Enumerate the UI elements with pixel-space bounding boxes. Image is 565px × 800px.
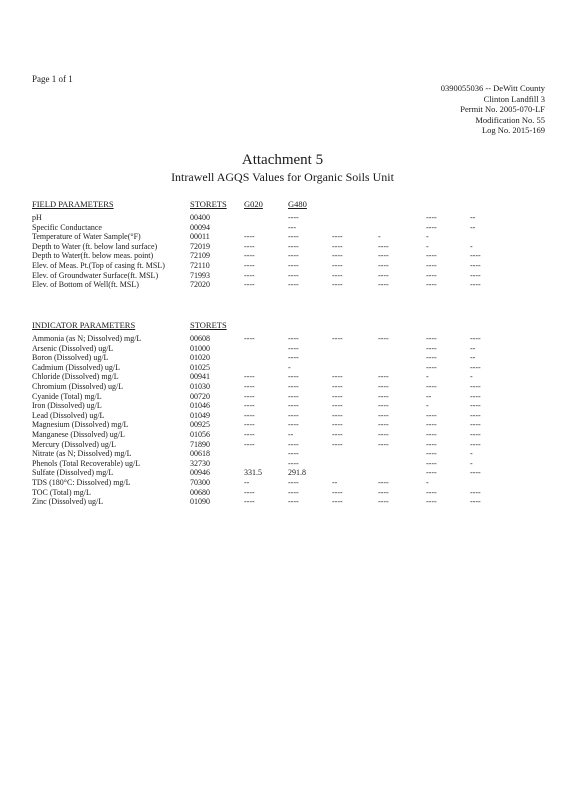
table-row <box>32 382 542 392</box>
storet-code-cell: 71890 <box>190 439 210 449</box>
value-cell: ---- <box>426 439 437 449</box>
parameter-name-cell: Magnesium (Dissolved) mg/L <box>32 420 129 430</box>
value-cell: - <box>470 241 473 251</box>
value-cell: - <box>470 449 473 459</box>
g480-value-cell: ---- <box>288 477 299 487</box>
value-cell: ---- <box>470 429 481 439</box>
value-cell: - <box>470 458 473 468</box>
parameter-name-cell: Chromium (Dissolved) ug/L <box>32 381 124 391</box>
table-row <box>32 213 542 223</box>
g480-value-cell: ---- <box>288 334 299 343</box>
g480-value-cell: ---- <box>288 420 299 430</box>
value-cell: ---- <box>470 468 481 478</box>
g020-value-cell: ---- <box>244 487 255 497</box>
storet-code-cell: 00720 <box>190 391 210 401</box>
value-cell: ---- <box>332 270 343 280</box>
g020-value-cell: -- <box>244 477 250 487</box>
value-cell: ---- <box>378 260 389 270</box>
value-cell: ---- <box>332 429 343 439</box>
g020-value-cell: ---- <box>244 420 255 430</box>
g020-value-cell: ---- <box>244 381 255 391</box>
value-cell: - <box>426 232 429 242</box>
storet-code-cell: 01030 <box>190 381 210 391</box>
parameter-name-cell: Phenols (Total Recoverable) ug/L <box>32 458 141 468</box>
value-cell: ---- <box>332 439 343 449</box>
table-row <box>32 478 542 488</box>
parameter-name-cell: Specific Conductance <box>32 222 102 232</box>
g480-value-cell: ---- <box>288 410 299 420</box>
storets-column-header: STORETS <box>190 320 227 330</box>
storet-code-cell: 70300 <box>190 477 210 487</box>
document-subtitle: Intrawell AGQS Values for Organic Soils Unit <box>171 170 394 184</box>
g020-value-cell: ---- <box>244 260 255 270</box>
g020-value-cell: ---- <box>244 241 255 251</box>
table-row <box>32 242 542 252</box>
table-row <box>32 353 542 363</box>
value-cell: ---- <box>332 381 343 391</box>
parameter-name-cell: Depth to Water (ft. below land surface) <box>32 241 158 251</box>
value-cell: ---- <box>470 260 481 270</box>
g480-value-cell: ---- <box>288 381 299 391</box>
parameter-name-cell: TDS (180°C: Dissolved) mg/L <box>32 477 131 487</box>
parameter-name-cell: Ammonia (as N; Dissolved) mg/L <box>32 334 142 343</box>
g480-value-cell: -- <box>288 429 294 439</box>
value-cell: ---- <box>378 410 389 420</box>
g480-value-cell: - <box>288 362 291 372</box>
table-row <box>32 363 542 373</box>
table-row <box>32 449 542 459</box>
table-row <box>32 223 542 233</box>
value-cell: ---- <box>426 334 437 343</box>
value-cell: ---- <box>378 372 389 382</box>
storets-column-header: STORETS <box>190 199 227 209</box>
g480-value-cell: 291.8 <box>288 468 306 478</box>
table-row <box>32 271 542 281</box>
parameter-name-cell: Boron (Dissolved) ug/L <box>32 353 109 363</box>
value-cell: - <box>378 232 381 242</box>
g480-value-cell: ---- <box>288 241 299 251</box>
g020-value-cell: ---- <box>244 251 255 261</box>
value-cell: ---- <box>426 353 437 363</box>
value-cell: ---- <box>332 232 343 242</box>
g480-value-cell: --- <box>288 222 296 232</box>
storet-code-cell: 01025 <box>190 362 210 372</box>
g480-value-cell: ---- <box>288 353 299 363</box>
value-cell: ---- <box>426 487 437 497</box>
g020-value-cell: ---- <box>244 429 255 439</box>
parameter-name-cell: Cadmium (Dissolved) ug/L <box>32 362 120 372</box>
g020-value-cell: ---- <box>244 372 255 382</box>
table-row <box>32 401 542 411</box>
facility-header <box>441 83 545 136</box>
value-cell: ---- <box>426 270 437 280</box>
parameter-name-cell: Elev. of Bottom of Well(ft. MSL) <box>32 280 139 290</box>
storet-code-cell: 72019 <box>190 241 210 251</box>
value-cell: ---- <box>332 372 343 382</box>
value-cell: ---- <box>378 477 389 487</box>
well-g480-column-header: G480 <box>288 199 307 209</box>
value-cell: - <box>426 401 429 411</box>
value-cell: ---- <box>470 487 481 497</box>
value-cell: ---- <box>426 260 437 270</box>
header-line: Permit No. 2005-070-LF <box>460 104 545 115</box>
value-cell: ---- <box>426 251 437 261</box>
value-cell: ---- <box>426 222 437 232</box>
value-cell: ---- <box>332 391 343 401</box>
g480-value-cell: ---- <box>288 232 299 242</box>
header-line: 0390055036 -- DeWitt County <box>440 83 545 93</box>
storet-code-cell: 00618 <box>190 449 210 459</box>
header-line: Modification No. 55 <box>475 114 545 125</box>
value-cell: ---- <box>332 497 343 507</box>
storet-code-cell: 72110 <box>190 260 210 270</box>
value-cell: ---- <box>378 487 389 497</box>
value-cell: ---- <box>426 429 437 439</box>
value-cell: ---- <box>332 420 343 430</box>
table-row <box>32 430 542 440</box>
parameter-name-cell: Iron (Dissolved) ug/L <box>32 401 102 411</box>
storet-code-cell: 01090 <box>190 497 210 507</box>
value-cell: ---- <box>332 280 343 290</box>
table-row <box>32 468 542 478</box>
g480-value-cell: ---- <box>288 487 299 497</box>
g020-value-cell: ---- <box>244 270 255 280</box>
value-cell: ---- <box>426 362 437 372</box>
value-cell: ---- <box>426 213 437 222</box>
table-row <box>32 261 542 271</box>
table-row <box>32 497 542 507</box>
parameter-name-cell: Cyanide (Total) mg/L <box>32 391 102 401</box>
parameter-name-cell: Nitrate (as N; Dissolved) mg/L <box>32 449 132 459</box>
g480-value-cell: ---- <box>288 497 299 507</box>
value-cell: ---- <box>426 410 437 420</box>
g480-value-cell: ---- <box>288 251 299 261</box>
storet-code-cell: 00941 <box>190 372 210 382</box>
g480-value-cell: ---- <box>288 372 299 382</box>
value-cell: ---- <box>470 420 481 430</box>
value-cell: ---- <box>470 391 481 401</box>
header-line: Log No. 2015-169 <box>481 125 545 136</box>
value-cell: ---- <box>470 334 481 343</box>
value-cell: ---- <box>378 251 389 261</box>
parameter-name-cell: Manganese (Dissolved) ug/L <box>32 429 125 439</box>
storet-code-cell: 01046 <box>190 401 210 411</box>
storet-code-cell: 72020 <box>190 280 210 290</box>
value-cell: ---- <box>332 251 343 261</box>
value-cell: ---- <box>470 280 481 290</box>
g480-value-cell: ---- <box>288 213 299 222</box>
value-cell: ---- <box>378 270 389 280</box>
value-cell: ---- <box>426 343 437 353</box>
value-cell: ---- <box>378 420 389 430</box>
header-line: Clinton Landfill 3 <box>483 93 545 104</box>
table-row <box>32 344 542 354</box>
value-cell: ---- <box>426 458 437 468</box>
value-cell: ---- <box>378 429 389 439</box>
value-cell: ---- <box>378 280 389 290</box>
value-cell: -- <box>470 353 476 363</box>
storet-code-cell: 71993 <box>190 270 210 280</box>
g480-value-cell: ---- <box>288 270 299 280</box>
indicator-rows <box>32 334 542 507</box>
value-cell: ---- <box>378 497 389 507</box>
field-parameters-header <box>32 199 542 213</box>
parameter-name-cell: pH <box>32 213 42 222</box>
g020-value-cell: ---- <box>244 410 255 420</box>
parameter-name-cell: Chloride (Dissolved) mg/L <box>32 372 119 382</box>
g480-value-cell: ---- <box>288 458 299 468</box>
parameter-name-cell: Depth to Water(ft. below meas. point) <box>32 251 154 261</box>
g480-value-cell: ---- <box>288 449 299 459</box>
field-parameters-section <box>32 199 542 290</box>
value-cell: ---- <box>378 381 389 391</box>
storet-code-cell: 72109 <box>190 251 210 261</box>
value-cell: ---- <box>470 497 481 507</box>
storet-code-cell: 01020 <box>190 353 210 363</box>
g480-value-cell: ---- <box>288 280 299 290</box>
g020-value-cell: ---- <box>244 334 255 343</box>
value-cell: ---- <box>332 487 343 497</box>
storet-code-cell: 01056 <box>190 429 210 439</box>
value-cell: ---- <box>470 270 481 280</box>
table-row <box>32 440 542 450</box>
document-title: Attachment 5 <box>241 152 324 168</box>
value-cell: - <box>470 372 473 382</box>
indicator-parameters-section <box>32 320 542 507</box>
table-row <box>32 334 542 344</box>
value-cell: ---- <box>470 401 481 411</box>
parameter-name-cell: TOC (Total) mg/L <box>32 487 91 497</box>
value-cell: ---- <box>470 410 481 420</box>
table-row <box>32 251 542 261</box>
storet-code-cell: 01000 <box>190 343 210 353</box>
g480-value-cell: ---- <box>288 439 299 449</box>
table-row <box>32 392 542 402</box>
value-cell: -- <box>332 477 338 487</box>
value-cell: - <box>426 477 429 487</box>
parameter-name-cell: Mercury (Dissolved) ug/L <box>32 439 116 449</box>
g020-value-cell: ---- <box>244 497 255 507</box>
storet-code-cell: 00680 <box>190 487 210 497</box>
indicator-parameters-header <box>32 320 542 334</box>
table-row <box>32 411 542 421</box>
table-row <box>32 420 542 430</box>
value-cell: ---- <box>426 497 437 507</box>
parameter-name-cell: Zinc (Dissolved) ug/L <box>32 497 104 507</box>
g020-value-cell: ---- <box>244 439 255 449</box>
parameter-name-cell: Elev. of Meas. Pt.(Top of casing ft. MSL) <box>32 260 165 270</box>
storet-code-cell: 00094 <box>190 222 210 232</box>
storet-code-cell: 00400 <box>190 213 210 222</box>
indicator-parameters-heading: INDICATOR PARAMETERS <box>32 320 136 330</box>
value-cell: -- <box>470 213 476 222</box>
g020-value-cell: 331.5 <box>244 468 262 478</box>
value-cell: ---- <box>332 260 343 270</box>
value-cell: ---- <box>470 439 481 449</box>
value-cell: ---- <box>378 334 389 343</box>
table-row <box>32 232 542 242</box>
value-cell: - <box>426 372 429 382</box>
value-cell: - <box>426 241 429 251</box>
value-cell: ---- <box>378 391 389 401</box>
g480-value-cell: ---- <box>288 401 299 411</box>
value-cell: ---- <box>378 401 389 411</box>
storet-code-cell: 32730 <box>190 458 210 468</box>
parameter-name-cell: Sulfate (Dissolved) mg/L <box>32 468 114 478</box>
value-cell: ---- <box>426 280 437 290</box>
value-cell: ---- <box>332 334 343 343</box>
value-cell: ---- <box>378 439 389 449</box>
g020-value-cell: ---- <box>244 391 255 401</box>
parameter-name-cell: Lead (Dissolved) ug/L <box>32 410 105 420</box>
well-g020-column-header: G020 <box>244 199 263 209</box>
value-cell: ---- <box>426 468 437 478</box>
g020-value-cell: ---- <box>244 232 255 242</box>
g480-value-cell: ---- <box>288 343 299 353</box>
table-row <box>32 280 542 290</box>
value-cell: ---- <box>426 449 437 459</box>
storet-code-cell: 00011 <box>190 232 210 242</box>
value-cell: ---- <box>332 401 343 411</box>
value-cell: ---- <box>426 381 437 391</box>
page-number-label: Page 1 of 1 <box>32 74 73 84</box>
g020-value-cell: ---- <box>244 401 255 411</box>
value-cell: ---- <box>470 251 481 261</box>
value-cell: -- <box>470 222 476 232</box>
table-row <box>32 459 542 469</box>
storet-code-cell: 00946 <box>190 468 210 478</box>
storet-code-cell: 00608 <box>190 334 210 343</box>
field-rows <box>32 213 542 290</box>
storet-code-cell: 01049 <box>190 410 210 420</box>
value-cell: ---- <box>426 420 437 430</box>
table-row <box>32 372 542 382</box>
g480-value-cell: ---- <box>288 260 299 270</box>
value-cell: ---- <box>378 241 389 251</box>
value-cell: ---- <box>332 410 343 420</box>
value-cell: ---- <box>470 381 481 391</box>
parameter-name-cell: Elev. of Groundwater Surface(ft. MSL) <box>32 270 159 280</box>
value-cell: -- <box>470 343 476 353</box>
value-cell: -- <box>426 391 432 401</box>
value-cell: ---- <box>332 241 343 251</box>
parameter-name-cell: Temperature of Water Sample(°F) <box>32 232 141 242</box>
table-row <box>32 488 542 498</box>
g020-value-cell: ---- <box>244 280 255 290</box>
g480-value-cell: ---- <box>288 391 299 401</box>
value-cell: ---- <box>470 362 481 372</box>
parameter-name-cell: Arsenic (Dissolved) ug/L <box>32 343 114 353</box>
field-parameters-heading: FIELD PARAMETERS <box>32 199 114 209</box>
storet-code-cell: 00925 <box>190 420 210 430</box>
